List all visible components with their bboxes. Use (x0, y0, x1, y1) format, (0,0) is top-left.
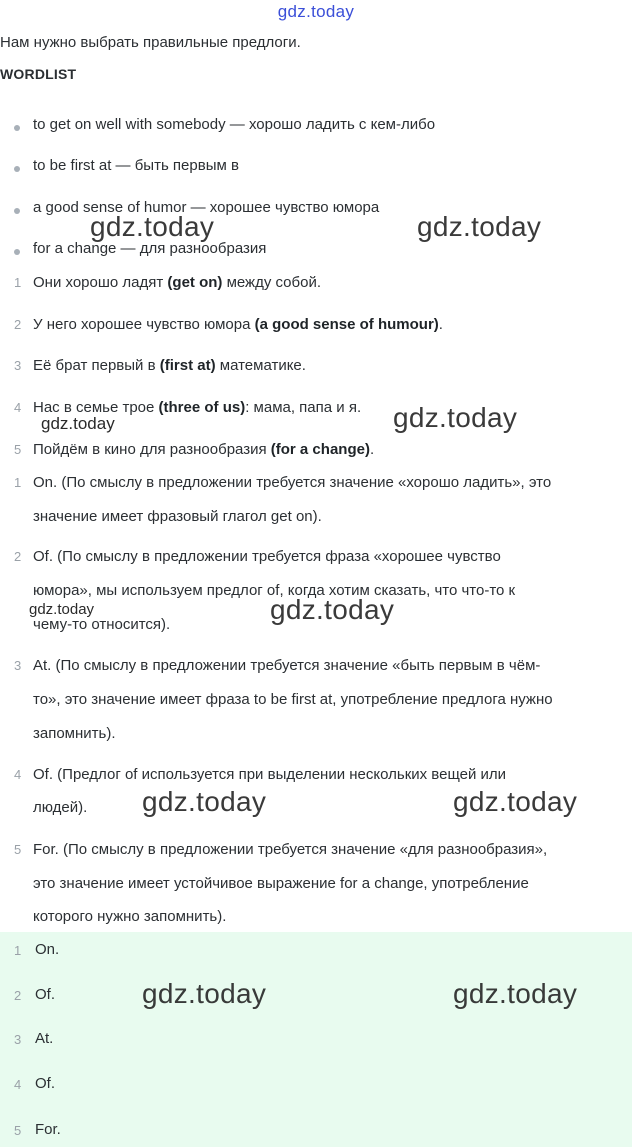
translation-item: Пойдём в кино для разнообразия (for a change). (33, 441, 375, 458)
watermark: gdz.today (142, 978, 267, 1009)
explanation-line: людей). (33, 799, 88, 816)
translation-item: У него хорошее чувство юмора (a good sense of humour). (33, 316, 443, 333)
explanation-line: запомнить). (33, 725, 116, 742)
item-number: 3 (14, 658, 22, 673)
watermark: gdz.today (417, 211, 542, 242)
wordlist-item: to get on well with somebody — хорошо ладить с кем-либо (33, 116, 436, 133)
wordlist-item: for a change — для разнообразия (33, 240, 267, 257)
watermark: gdz.today (453, 978, 578, 1009)
bullet-dot (14, 125, 20, 131)
explanation-line: On. (По смыслу в предложении требуется значение «хорошо ладить», это (33, 474, 552, 491)
answer-item: At. (35, 1030, 54, 1047)
item-number: 2 (14, 317, 22, 332)
explanation-line: то», это значение имеет фраза to be first at, употребление предлога нужно (33, 691, 553, 708)
item-number: 1 (14, 943, 22, 958)
item-number: 5 (14, 442, 22, 457)
item-number: 3 (14, 1032, 22, 1047)
site-title[interactable]: gdz.today (277, 2, 355, 21)
watermark: gdz.today (270, 594, 395, 625)
bullet-dot (14, 249, 20, 255)
intro-text: Нам нужно выбрать правильные предлоги. (0, 34, 301, 51)
translation-item: Нас в семье трое (three of us): мама, папа и я. (33, 399, 362, 416)
explanation-line: чему-то относится). (33, 616, 171, 633)
translation-item: Они хорошо ладят (get on) между собой. (33, 274, 322, 291)
explanation-line: Of. (Предлог of используется при выделении нескольких вещей или (33, 766, 507, 783)
wordlist-item: a good sense of humor — хорошее чувство юмора (33, 199, 380, 216)
watermark: gdz.today (453, 786, 578, 817)
item-number: 4 (14, 1077, 22, 1092)
explanation-line: это значение имеет устойчивое выражение for a change, употребление (33, 875, 529, 892)
answer-item: Of. (35, 1075, 56, 1092)
explanation-line: значение имеет фразовый глагол get on). (33, 508, 322, 525)
answer-item: On. (35, 941, 60, 958)
item-number: 1 (14, 475, 22, 490)
item-number: 4 (14, 767, 22, 782)
item-number: 4 (14, 400, 22, 415)
translation-item: Её брат первый в (first at) математике. (33, 357, 306, 374)
item-number: 1 (14, 275, 22, 290)
explanation-line: Of. (По смыслу в предложении требуется фраза «хорошее чувство (33, 548, 501, 565)
explanation-line: At. (По смыслу в предложении требуется значение «быть первым в чём- (33, 657, 541, 674)
item-number: 3 (14, 358, 22, 373)
bullet-dot (14, 166, 20, 172)
watermark: gdz.today (393, 402, 518, 433)
watermark: gdz.today (41, 414, 115, 433)
watermark: gdz.today (90, 211, 215, 242)
bullet-dot (14, 208, 20, 214)
item-number: 5 (14, 842, 22, 857)
item-number: 5 (14, 1123, 22, 1138)
watermark: gdz.today (29, 601, 95, 618)
answer-item: Of. (35, 986, 56, 1003)
item-number: 2 (14, 988, 22, 1003)
explanation-line: For. (По смыслу в предложении требуется значение «для разнообразия», (33, 841, 548, 858)
wordlist-heading: WORDLIST (0, 66, 77, 82)
explanation-line: юмора», мы используем предлог of, когда хотим сказать, что что-то к (33, 582, 516, 599)
answers-panel (0, 932, 632, 1147)
watermark: gdz.today (142, 786, 267, 817)
wordlist-item: to be first at — быть первым в (33, 157, 239, 174)
explanation-line: которого нужно запомнить). (33, 908, 227, 925)
answer-item: For. (35, 1121, 61, 1138)
item-number: 2 (14, 549, 22, 564)
